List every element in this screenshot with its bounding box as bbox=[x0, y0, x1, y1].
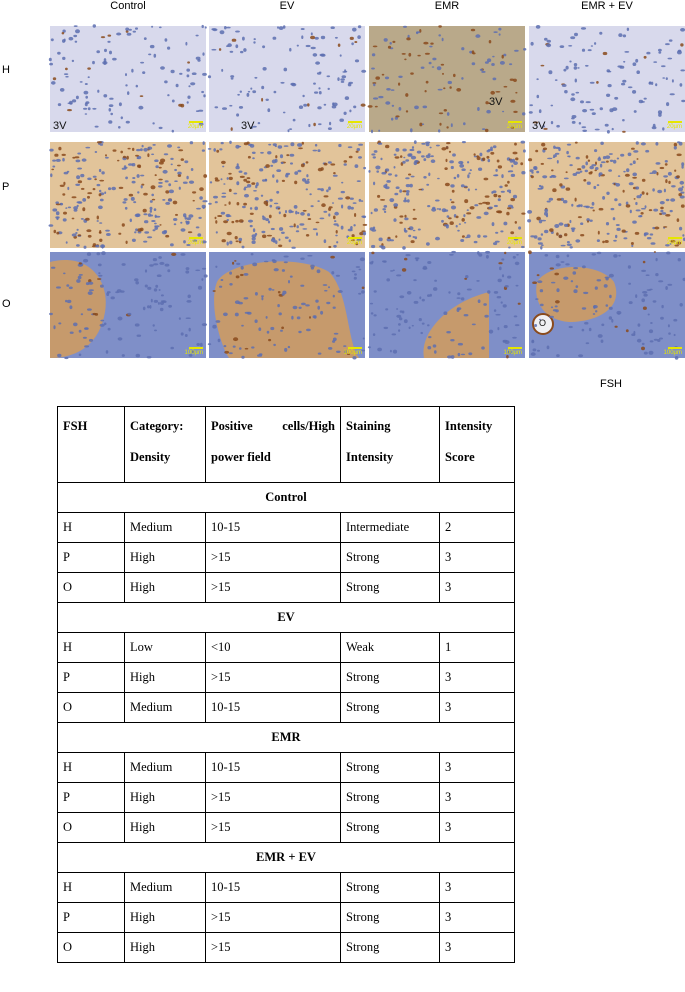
table-cell: 10-15 bbox=[206, 513, 341, 543]
table-group-row bbox=[58, 723, 515, 753]
table-cell: H bbox=[58, 873, 125, 903]
table-row bbox=[58, 783, 515, 813]
header-density: Category: Density bbox=[125, 407, 206, 483]
table-cell: P bbox=[58, 663, 125, 693]
micrograph-h-emr bbox=[369, 26, 525, 132]
table-cell: >15 bbox=[206, 903, 341, 933]
table-cell: 10-15 bbox=[206, 753, 341, 783]
table-cell: High bbox=[125, 663, 206, 693]
scale-bar: 20µm bbox=[347, 121, 362, 130]
scale-bar: 20µm bbox=[667, 121, 682, 130]
table-cell: H bbox=[58, 753, 125, 783]
table-cell: 2 bbox=[440, 513, 515, 543]
scale-bar: 20µm bbox=[507, 237, 522, 246]
micrograph-h-ev bbox=[209, 26, 365, 132]
micrograph-o-ev bbox=[209, 252, 365, 358]
table-row bbox=[58, 693, 515, 723]
micrograph-o-control bbox=[50, 252, 206, 358]
micrograph-p-emr bbox=[369, 142, 525, 248]
table-row bbox=[58, 663, 515, 693]
micrograph-h-emr-ev bbox=[529, 26, 685, 132]
table-cell: 3 bbox=[440, 813, 515, 843]
row-label-h: H bbox=[2, 64, 10, 76]
table-row bbox=[58, 903, 515, 933]
table-cell: H bbox=[58, 633, 125, 663]
oocyte-label: O bbox=[539, 318, 547, 328]
scale-bar: 100µm bbox=[344, 347, 362, 356]
third-ventricle-label: 3V bbox=[532, 120, 546, 132]
column-header-emr: EMR bbox=[434, 0, 460, 12]
group-title: EMR + EV bbox=[58, 843, 515, 873]
fsh-table bbox=[57, 406, 515, 963]
table-cell: Low bbox=[125, 633, 206, 663]
micrograph-o-emr bbox=[369, 252, 525, 358]
scale-bar: 100µm bbox=[664, 347, 682, 356]
third-ventricle-label: 3V bbox=[489, 96, 503, 108]
scale-bar: 20µm bbox=[507, 121, 522, 130]
table-cell: Medium bbox=[125, 873, 206, 903]
table-cell: Strong bbox=[341, 783, 440, 813]
scale-bar: 100µm bbox=[504, 347, 522, 356]
table-cell: P bbox=[58, 903, 125, 933]
table-row bbox=[58, 753, 515, 783]
table-cell: Strong bbox=[341, 663, 440, 693]
table-cell: High bbox=[125, 903, 206, 933]
table-cell: Strong bbox=[341, 813, 440, 843]
table-cell: 10-15 bbox=[206, 873, 341, 903]
table-cell: 3 bbox=[440, 663, 515, 693]
scale-bar: 20µm bbox=[667, 237, 682, 246]
table-cell: Strong bbox=[341, 543, 440, 573]
header-positive-cells: Positive cells/High power field bbox=[206, 407, 341, 483]
table-cell: Weak bbox=[341, 633, 440, 663]
table-cell: 1 bbox=[440, 633, 515, 663]
table-cell: >15 bbox=[206, 663, 341, 693]
table-cell: >15 bbox=[206, 933, 341, 963]
table-cell: O bbox=[58, 693, 125, 723]
table-cell: 3 bbox=[440, 783, 515, 813]
row-label-o: O bbox=[2, 298, 11, 310]
table-cell: >15 bbox=[206, 813, 341, 843]
table-row bbox=[58, 513, 515, 543]
table-cell: H bbox=[58, 513, 125, 543]
table-cell: 10-15 bbox=[206, 693, 341, 723]
scale-bar: 20µm bbox=[188, 237, 203, 246]
group-title: EMR bbox=[58, 723, 515, 753]
column-header-control: Control bbox=[110, 0, 146, 12]
row-label-p: P bbox=[2, 181, 10, 193]
table-row bbox=[58, 633, 515, 663]
table-cell: 3 bbox=[440, 543, 515, 573]
table-cell: >15 bbox=[206, 543, 341, 573]
micrograph-p-emr-ev bbox=[529, 142, 685, 248]
scale-bar: 20µm bbox=[188, 121, 203, 130]
table-cell: <10 bbox=[206, 633, 341, 663]
table-cell: O bbox=[58, 813, 125, 843]
table-header-row bbox=[58, 407, 515, 483]
table-cell: Strong bbox=[341, 693, 440, 723]
table-cell: >15 bbox=[206, 783, 341, 813]
table-cell: High bbox=[125, 813, 206, 843]
fsh-table-body bbox=[58, 407, 515, 963]
table-cell: High bbox=[125, 543, 206, 573]
table-cell: 3 bbox=[440, 693, 515, 723]
scale-bar: 20µm bbox=[347, 237, 362, 246]
scale-bar: 100µm bbox=[185, 347, 203, 356]
table-cell: 3 bbox=[440, 933, 515, 963]
table-cell: Medium bbox=[125, 753, 206, 783]
table-cell: 3 bbox=[440, 903, 515, 933]
table-cell: >15 bbox=[206, 573, 341, 603]
table-cell: Strong bbox=[341, 753, 440, 783]
table-cell: 3 bbox=[440, 873, 515, 903]
table-row bbox=[58, 873, 515, 903]
table-cell: 3 bbox=[440, 573, 515, 603]
table-cell: P bbox=[58, 543, 125, 573]
header-staining-intensity: Staining Intensity bbox=[341, 407, 440, 483]
table-cell: O bbox=[58, 933, 125, 963]
group-title: Control bbox=[58, 483, 515, 513]
table-row bbox=[58, 813, 515, 843]
table-cell: High bbox=[125, 783, 206, 813]
table-cell: 3 bbox=[440, 753, 515, 783]
table-row bbox=[58, 933, 515, 963]
third-ventricle-label: 3V bbox=[241, 120, 255, 132]
table-group-row bbox=[58, 483, 515, 513]
table-row bbox=[58, 573, 515, 603]
table-cell: Intermediate bbox=[341, 513, 440, 543]
third-ventricle-label: 3V bbox=[53, 120, 67, 132]
table-cell: Strong bbox=[341, 873, 440, 903]
table-group-row bbox=[58, 843, 515, 873]
micrograph-p-ev bbox=[209, 142, 365, 248]
table-cell: P bbox=[58, 783, 125, 813]
micrograph-o-emr-ev bbox=[529, 252, 685, 358]
figure-caption: FSH bbox=[600, 378, 622, 390]
table-cell: High bbox=[125, 573, 206, 603]
table-cell: Medium bbox=[125, 513, 206, 543]
table-cell: High bbox=[125, 933, 206, 963]
column-header-emr-ev: EMR + EV bbox=[581, 0, 633, 12]
table-cell: Medium bbox=[125, 693, 206, 723]
header-fsh: FSH bbox=[58, 407, 125, 483]
table-cell: O bbox=[58, 573, 125, 603]
group-title: EV bbox=[58, 603, 515, 633]
micrograph-p-control bbox=[50, 142, 206, 248]
column-header-ev: EV bbox=[279, 0, 295, 12]
table-cell: Strong bbox=[341, 903, 440, 933]
table-cell: Strong bbox=[341, 573, 440, 603]
table-cell: Strong bbox=[341, 933, 440, 963]
header-intensity-score: Intensity Score bbox=[440, 407, 515, 483]
table-group-row bbox=[58, 603, 515, 633]
table-row bbox=[58, 543, 515, 573]
micrograph-h-control bbox=[50, 26, 206, 132]
